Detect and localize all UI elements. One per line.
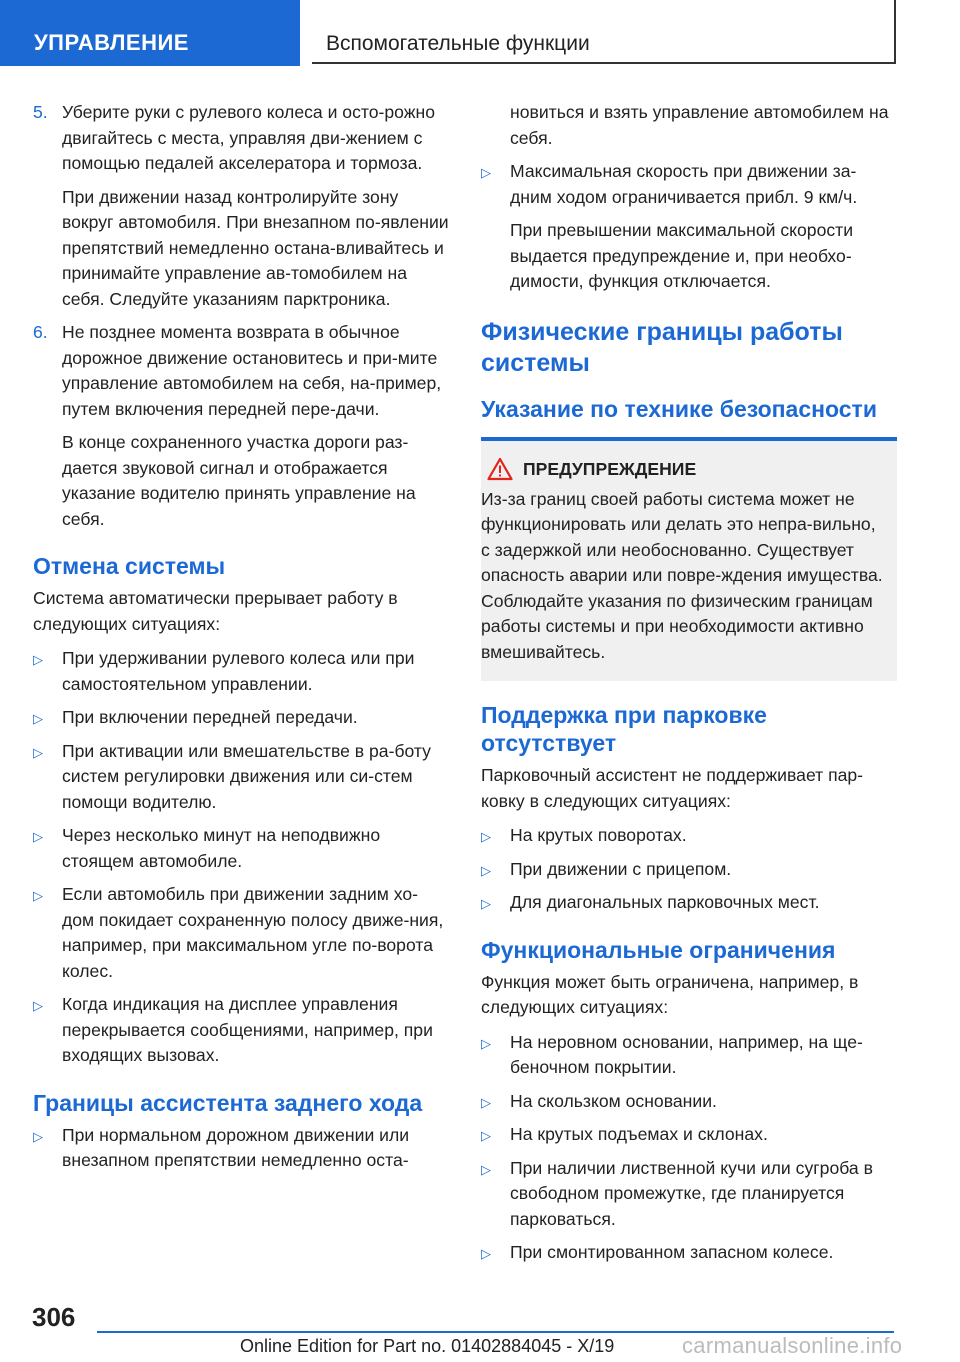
warning-triangle-icon: [487, 457, 513, 481]
step-text: В конце сохраненного участка дороги раз-дается звуковой сигнал и отображается указание водителю принять управление на себя.: [62, 432, 416, 529]
triangle-bullet-icon: ▷: [481, 829, 491, 844]
list-item: ▷ Для диагональных парковочных мест.: [481, 890, 897, 916]
triangle-bullet-icon: ▷: [33, 888, 43, 903]
list-item: ▷ При смонтированном запасном колесе.: [481, 1240, 897, 1266]
step-text: При движении назад контролируйте зону вокруг автомобиля. При внезапном по-явлении препятствий немедленно остана-вливайтесь и принимайте управление ав-томобилем на себя. Следуйте указаниям парктроника.: [62, 186, 449, 309]
triangle-bullet-icon: ▷: [33, 829, 43, 844]
page-header: [0, 0, 960, 66]
triangle-bullet-icon: ▷: [481, 165, 491, 180]
left-column: [33, 100, 449, 1182]
edition-info: Online Edition for Part no. 01402884045 - X/19: [240, 1336, 615, 1356]
list-item: ▷ На неровном основании, например, на ще-беночном покрытии.: [481, 1031, 863, 1077]
triangle-bullet-icon: ▷: [33, 652, 43, 667]
triangle-bullet-icon: ▷: [33, 744, 43, 760]
section-heading-cancel: Отмена системы: [33, 553, 226, 579]
warning-text: Из-за границ своей работы система может не функционировать или делать это непра-вильно, с задержкой или необоснованно. Существует опасность аварии или повре-ждения имущества. Соблюдайте указания по физическим границам работы системы и при необходимости активно вмешивайтесь.: [481, 488, 883, 662]
triangle-bullet-icon: ▷: [33, 1128, 43, 1144]
list-item: ▷ При нормальном дорожном движении или внезапном препятствии немедленно оста-: [33, 1124, 410, 1170]
section-heading-parking: Поддержка при парковке отсутствует: [481, 702, 767, 756]
chapter-title: Вспомогательные функции: [312, 0, 896, 64]
step-6: [33, 320, 449, 532]
triangle-bullet-icon: ▷: [481, 1094, 491, 1110]
chapter-heading-physical-limits: Физические границы работы системы: [481, 317, 843, 377]
right-column: [481, 100, 897, 1274]
section-heading-functional: Функциональные ограничения: [481, 936, 836, 963]
list-item: ▷ На скользком основании.: [481, 1089, 897, 1115]
list-item: ▷ На крутых поворотах.: [481, 823, 897, 849]
step-number: 6.: [33, 322, 48, 342]
list-item-continuation: При превышении максимальной скорости выдается предупреждение и, при необхо-димости, функция отключается.: [510, 220, 854, 291]
section-intro: Парковочный ассистент не поддерживает пар-ковку в следующих ситуациях:: [481, 765, 864, 811]
section-heading-limits: Границы ассистента заднего хода: [33, 1089, 423, 1116]
list-item: ▷ Через несколько минут на неподвижно стоящем автомобиле.: [33, 825, 381, 871]
step-text: Уберите руки с рулевого колеса и осто-рожно двигайтесь с места, управляя дви-жением с помощью педалей акселератора и тормоза.: [62, 102, 436, 173]
list-item: ▷ При включении передней передачи.: [33, 705, 449, 731]
triangle-bullet-icon: ▷: [481, 1035, 491, 1051]
section-title: УПРАВЛЕНИЕ: [0, 0, 300, 66]
page-number: 306: [32, 1302, 76, 1332]
triangle-bullet-icon: ▷: [481, 1128, 491, 1143]
warning-box: [481, 437, 897, 682]
triangle-bullet-icon: ▷: [481, 862, 491, 878]
triangle-bullet-icon: ▷: [481, 1161, 491, 1177]
list-item-continuation: новиться и взять управление автомобилем на себя.: [510, 102, 889, 148]
list-item: ▷ При удерживании рулевого колеса или при самостоятельном управлении.: [33, 648, 415, 694]
triangle-bullet-icon: ▷: [33, 711, 43, 726]
triangle-bullet-icon: ▷: [33, 998, 43, 1013]
section-intro: Система автоматически прерывает работу в следующих ситуациях:: [33, 588, 398, 634]
list-item: ▷ При движении с прицепом.: [481, 857, 897, 883]
warning-title: ПРЕДУПРЕЖДЕНИЕ: [481, 455, 883, 483]
step-text: Не позднее момента возврата в обычное дорожное движение остановитесь и при-мите управление автомобилем на себя, на-пример, путем включения передней пере-дачи.: [62, 322, 442, 419]
section-heading-safety: Указание по технике безопасности: [481, 395, 877, 422]
triangle-bullet-icon: ▷: [481, 896, 491, 911]
list-item: ▷ Когда индикация на дисплее управления перекрывается сообщениями, например, при входящих вызовах.: [33, 994, 433, 1065]
list-item: ▷ При активации или вмешательстве в ра-боту систем регулировки движения или си-стем помощи водителю.: [33, 740, 431, 812]
triangle-bullet-icon: ▷: [481, 1246, 491, 1261]
step-number: 5.: [33, 102, 48, 122]
step-5: [33, 100, 449, 312]
list-item: ▷ Максимальная скорость при движении за-дним ходом ограничивается прибл. 9 км/ч.: [481, 161, 858, 207]
watermark: carmanualsonline.info: [682, 1333, 903, 1358]
list-item: ▷ На крутых подъемах и склонах.: [481, 1122, 897, 1148]
list-item: ▷ Если автомобиль при движении задним хо-дом покидает сохраненную полосу движе-ния, например, при максимальном угле по-ворота колес.: [33, 884, 444, 981]
section-intro: Функция может быть ограничена, например, в следующих ситуациях:: [481, 971, 859, 1017]
list-item: ▷ При наличии лиственной кучи или сугроба в свободном промежутке, где планируется парковаться.: [481, 1157, 873, 1229]
